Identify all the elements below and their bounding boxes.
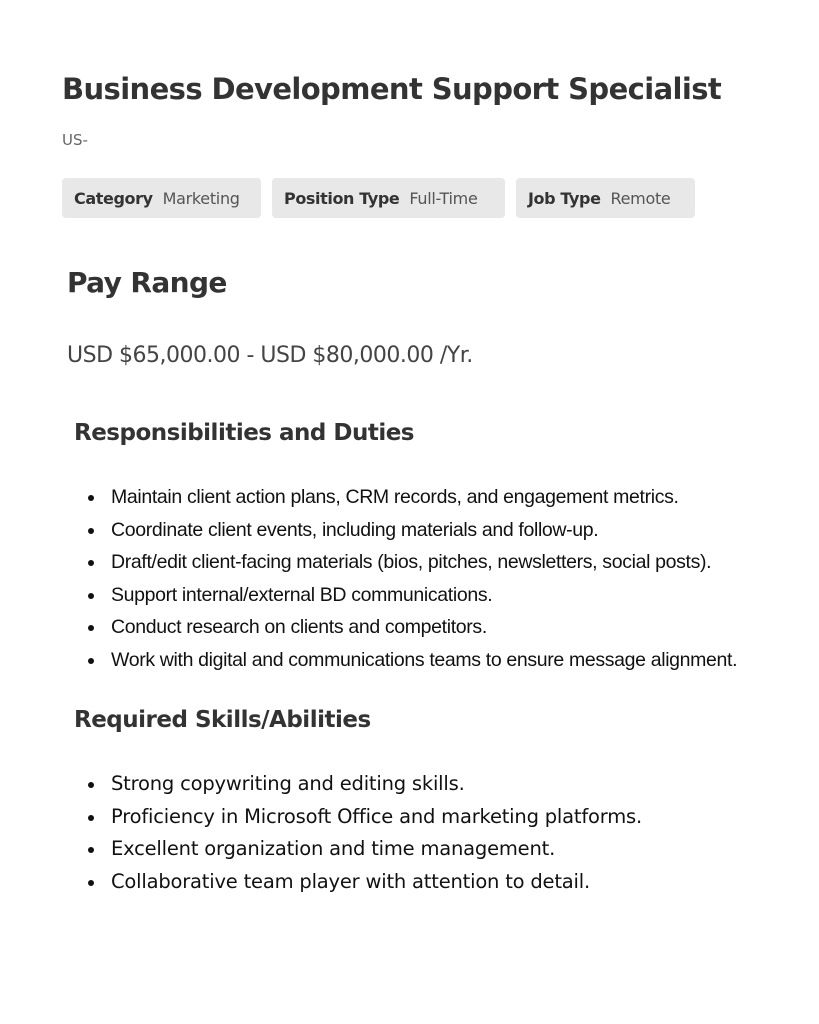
tag-position-type-value: Full-Time: [409, 188, 478, 208]
job-tags: [62, 178, 762, 218]
tag-position-type-label: Position Type: [284, 188, 400, 208]
tag-job-type-value: Remote: [610, 188, 671, 208]
list-item: Collaborative team player with attention to detail.: [84, 866, 642, 899]
list-item: Work with digital and communications teams to ensure message alignment.: [84, 644, 737, 677]
tag-position-type: [272, 178, 505, 218]
list-item: Support internal/external BD communications.: [84, 579, 737, 612]
job-location: US-: [62, 131, 88, 149]
tag-job-type-label: Job Type: [528, 188, 601, 208]
responsibilities-heading: Responsibilities and Duties: [74, 420, 415, 446]
tag-category-label: Category: [74, 188, 153, 208]
tag-category-value: Marketing: [162, 188, 240, 208]
pay-range-value: USD $65,000.00 - USD $80,000.00 /Yr.: [67, 343, 473, 368]
pay-range-heading: Pay Range: [67, 266, 227, 299]
list-item: Coordinate client events, including materials and follow-up.: [84, 514, 737, 547]
responsibilities-list: [84, 481, 737, 677]
skills-list: [84, 768, 642, 898]
list-item: Excellent organization and time management.: [84, 833, 642, 866]
list-item: Conduct research on clients and competitors.: [84, 611, 737, 644]
list-item: Maintain client action plans, CRM records, and engagement metrics.: [84, 481, 737, 514]
list-item: Proficiency in Microsoft Office and marketing platforms.: [84, 801, 642, 834]
list-item: Strong copywriting and editing skills.: [84, 768, 642, 801]
list-item: Draft/edit client-facing materials (bios, pitches, newsletters, social posts).: [84, 546, 737, 579]
job-title: Business Development Support Specialist: [62, 72, 722, 106]
tag-job-type: [516, 178, 695, 218]
skills-heading: Required Skills/Abilities: [74, 707, 371, 733]
tag-category: [62, 178, 261, 218]
